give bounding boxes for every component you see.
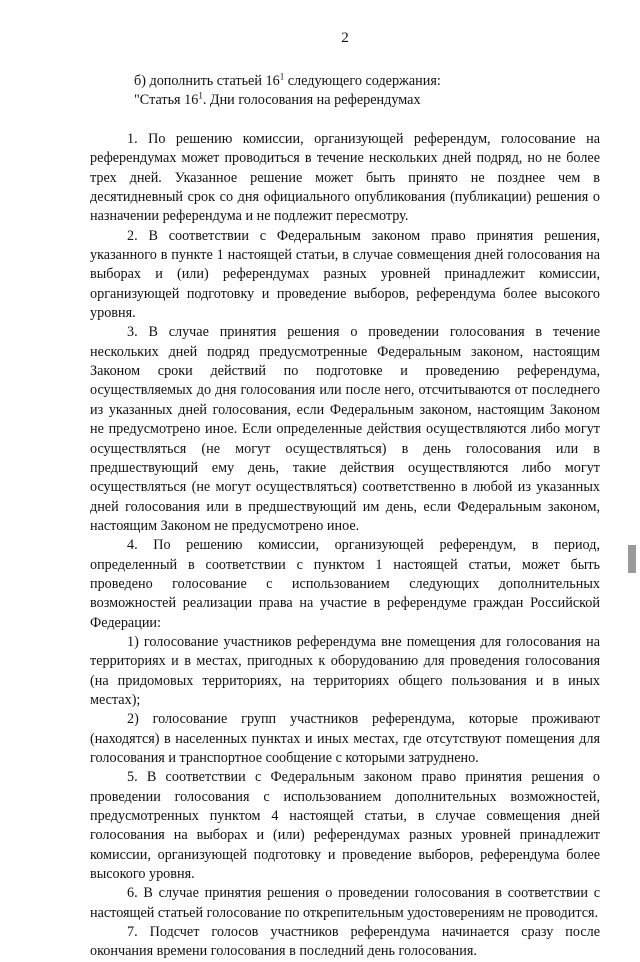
amendment-instruction: б) дополнить статьей $16^1$ следующего содержания: — [134, 71, 441, 89]
paragraph-5: 5. В соответствии с Федеральным законом право принятия решения о проведении голосования с использованием дополнительных возможностей, предусмотренных пунктом 4 настоящей статьи, в случае совмещения дней голосования на выборах и (или) референдумах разных уровней принадлежит комиссии, организующей подготовку и проведение выборов, референдума более высокого уровня. — [90, 769, 600, 883]
paragraph-4-item-2: 2) голосование групп участников референдума, которые проживают (находятся) в населенных пунктах и иных местах, где отсутствуют помещения для голосования и транспортное сообщение с которыми затруднено. — [90, 711, 600, 766]
paragraph-2: 2. В соответствии с Федеральным законом право принятия решения, указанного в пункте 1 настоящей статьи, в случае совмещения дней голосования на выборах и (или) референдумах разных уровней принадлежит комиссии, организующей подготовку и проведение выборов, референдума более высокого уровня. — [90, 227, 600, 322]
amendment-intro — [90, 72, 600, 110]
article-heading: "Статья $16^1$. Дни голосования на референдумах — [134, 90, 421, 108]
page-number: 2 — [341, 30, 349, 46]
paragraph-3: 3. В случае принятия решения о проведении голосования в течение нескольких дней подряд предусмотренные Федеральным законом, настоящим Законом сроки действий по подготовке и проведению референдума, осуществляемых до дня голосования или после него, отсчитываются от последнего из указанных дней голосования, если Федеральным законом, настоящим Законом не предусмотрено иное. Если определенные действия осуществляются либо могут осуществляться (не могут осуществляться) в день голосования или в предшествующий ему день, такие действия осуществляются либо могут осуществляться (не могут осуществляться) соответственно в любой из указанных дней голосования или в предшествующий им день, если Федеральным законом, настоящим Законом не предусмотрено иное. — [90, 324, 600, 534]
paragraph-4-item-1: 1) голосование участников референдума вне помещения для голосования на территориях и в местах, пригодных к оборудованию для проведения голосования (на придомовых территориях, на территориях общего пользования и в иных местах); — [90, 633, 600, 708]
paragraph-4: 4. По решению комиссии, организующей референдум, в период, определенный в соответствии с пунктом 1 настоящей статьи, может быть проведено голосование с использованием следующих дополнительных возможностей реализации права на участие в референдуме граждан Российской Федерации: — [90, 537, 600, 631]
article-body — [90, 130, 600, 962]
scan-margin-mark — [628, 545, 636, 573]
paragraph-1: 1. По решению комиссии, организующей референдум, голосование на референдумах может проводиться в течение нескольких дней подряд, но не более трех дней. Указанное решение может быть принято не позднее чем в десятидневный срок со дня официального опубликования (публикации) решения о назначении референдума и не подлежит пересмотру. — [90, 131, 600, 225]
paragraph-7: 7. Подсчет голосов участников референдума начинается сразу после окончания времени голосования в последний день голосования. — [90, 924, 600, 960]
paragraph-6: 6. В случае принятия решения о проведении голосования в соответствии с настоящей статьей голосование по открепительным удостоверениям не проводится. — [90, 885, 600, 921]
